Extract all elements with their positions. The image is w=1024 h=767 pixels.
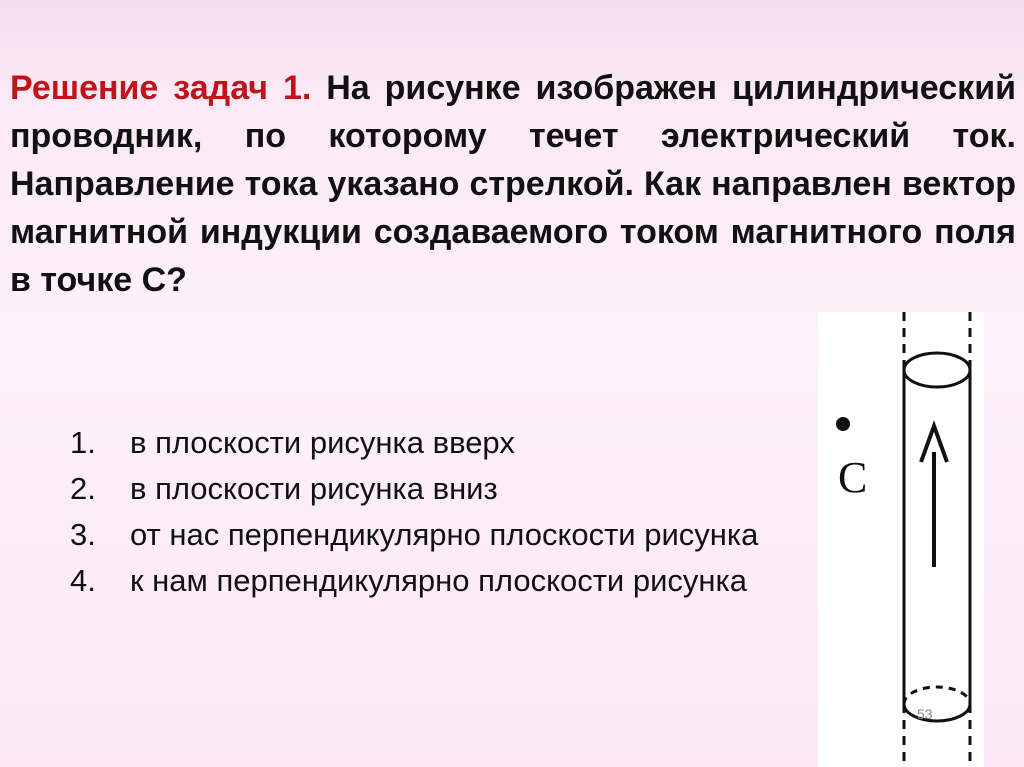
answer-number: 2.: [70, 471, 96, 506]
answer-text: в плоскости рисунка вниз: [130, 471, 498, 506]
problem-text: На рисунке изображен цилиндрический проводник, по которому течет электрический ток. Направление тока указано стрелкой. Как направлен вектор магнитной индукции создаваемого током магнитного поля в точке С?: [10, 69, 1016, 299]
conductor-top-ellipse: [904, 353, 970, 387]
conductor-figure: [818, 312, 984, 767]
answer-text: в плоскости рисунка вверх: [130, 425, 515, 460]
point-c-dot: [836, 417, 850, 431]
answer-number: 1.: [70, 425, 96, 460]
answer-text: к нам перпендикулярно плоскости рисунка: [130, 563, 748, 598]
answer-option-3: [70, 512, 770, 558]
problem-statement: [10, 64, 1016, 304]
answer-option-1: [70, 420, 770, 466]
answer-number: 4.: [70, 563, 96, 598]
slide-number: 53: [917, 706, 933, 722]
answer-option-2: [70, 466, 770, 512]
conductor-bottom-ellipse-back: [904, 687, 970, 704]
point-c-label: C: [838, 453, 868, 502]
answer-text: от нас перпендикулярно плоскости рисунка: [130, 517, 759, 552]
answer-option-4: [70, 558, 770, 604]
problem-title: Решение задач 1.: [10, 69, 312, 107]
answer-options: [70, 420, 770, 604]
answer-number: 3.: [70, 517, 96, 552]
